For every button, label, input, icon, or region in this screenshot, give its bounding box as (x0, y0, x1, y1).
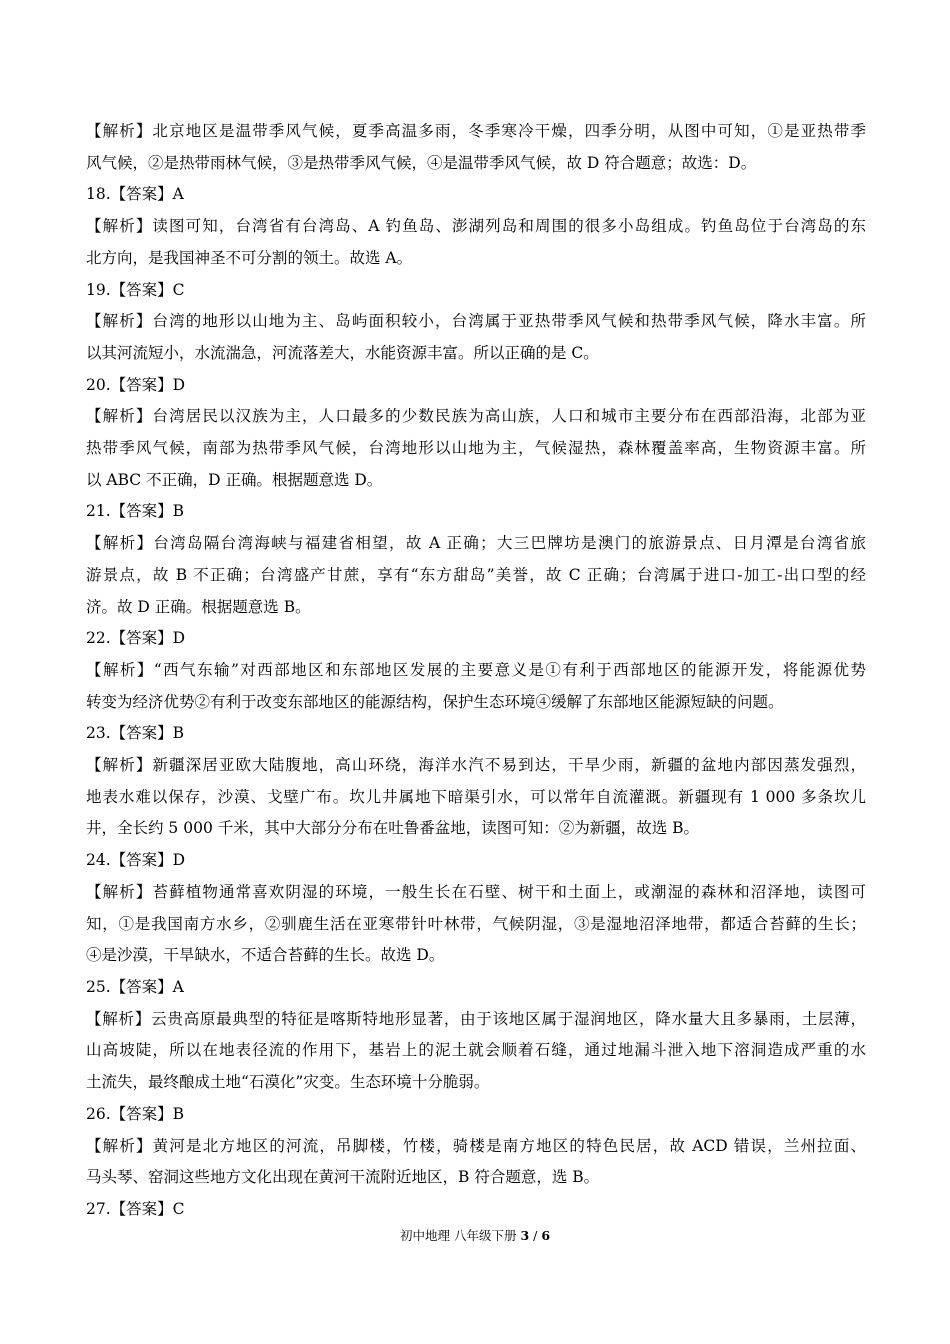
text-line: 井，全长约 5 000 千米，其中大部分分布在吐鲁番盆地，读图可知：②为新疆，故选 B。 (86, 819, 700, 838)
footer-separator: / (529, 1228, 542, 1243)
text-line: 26.【答案】B (86, 1104, 185, 1123)
text-line: 以其河流短小，水流湍急，河流落差大，水能资源丰富。所以正确的是 C。 (86, 343, 599, 362)
text-line: 马头琴、窑洞这些地方文化出现在黄河干流附近地区，B 符合题意，选 B。 (86, 1168, 600, 1187)
text-line: 热带季风气候，南部为热带季风气候，台湾地形以山地为主，气候湿热，森林覆盖率高，生物资源丰富。所 (86, 439, 866, 458)
footer-page-number: 3 (520, 1228, 530, 1243)
footer-subject: 初中地理 八年级下册 (399, 1228, 521, 1243)
text-line: 19.【答案】C (86, 280, 185, 299)
text-line: 【解析】新疆深居亚欧大陆腹地，高山环绕，海洋水汽不易到达，干旱少雨，新疆的盆地内部因蒸发强烈， (86, 756, 866, 775)
text-line: 【解析】读图可知，台湾省有台湾岛、A 钓鱼岛、澎湖列岛和周围的很多小岛组成。钓鱼岛位于台湾岛的东 (86, 217, 866, 236)
page-footer (0, 1226, 950, 1244)
text-line: 【解析】云贵高原最典型的特征是喀斯特地形显著，由于该地区属于湿润地区，降水量大且多暴雨，土层薄， (86, 1009, 866, 1028)
text-line: 【解析】黄河是北方地区的河流，吊脚楼，竹楼，骑楼是南方地区的特色民居，故 ACD 错误，兰州拉面、 (86, 1136, 866, 1155)
text-line: 风气候，②是热带雨林气候，③是热带季风气候，④是温带季风气候，故 D 符合题意；故选：D。 (86, 153, 757, 172)
text-line: 25.【答案】A (86, 977, 184, 996)
text-line: 20.【答案】D (86, 375, 186, 394)
answer-explanations (86, 116, 866, 1226)
text-line: 济。故 D 正确。根据题意选 B。 (86, 597, 311, 616)
text-line: 以 ABC 不正确，D 正确。根据题意选 D。 (86, 470, 383, 489)
text-line: 21.【答案】B (86, 502, 185, 521)
text-line: 【解析】“西气东输”对西部地区和东部地区发展的主要意义是①有利于西部地区的能源开发，将能源优势 (86, 660, 866, 679)
text-line: 【解析】台湾岛隔台湾海峡与福建省相望，故 A 正确；大三巴牌坊是澳门的旅游景点、日月潭是台湾省旅 (86, 534, 866, 553)
text-line: 24.【答案】D (86, 851, 186, 870)
text-line: 转变为经济优势②有利于改变东部地区的能源结构，保护生态环境④缓解了东部地区能源短缺的问题。 (86, 692, 784, 711)
text-line: ④是沙漠，干旱缺水，不适合苔藓的生长。故选 D。 (86, 946, 445, 965)
text-line: 【解析】台湾的地形以山地为主、岛屿面积较小，台湾属于亚热带季风气候和热带季风气候，降水丰富。所 (86, 312, 866, 331)
text-line: 27.【答案】C (86, 1199, 185, 1218)
text-line: 北方向，是我国神圣不可分割的领土。故选 A。 (86, 248, 413, 267)
text-line: 22.【答案】D (86, 629, 186, 648)
text-line: 土流失，最终酿成土地“石漠化”灾变。生态环境十分脆弱。 (86, 1073, 490, 1092)
text-line: 【解析】北京地区是温带季风气候，夏季高温多雨，冬季寒冷干燥，四季分明，从图中可知，①是亚热带季 (86, 122, 866, 140)
text-line: 23.【答案】B (86, 724, 185, 743)
text-line: 知，①是我国南方水乡，②驯鹿生活在亚寒带针叶林带，气候阴湿，③是湿地沼泽地带，都适合苔藓的生长； (86, 914, 866, 933)
text-line: 地表水难以保存，沙漠、戈壁广布。坎儿井属地下暗渠引水，可以常年自流灌溉。新疆现有 1 000 多条坎儿 (86, 787, 866, 806)
text-line: 【解析】苔藓植物通常喜欢阴湿的环境，一般生长在石壁、树干和土面上，或潮湿的森林和沼泽地，读图可 (86, 882, 866, 901)
footer-page-total: 6 (541, 1228, 551, 1243)
text-line: 游景点，故 B 不正确；台湾盛产甘蔗，享有“东方甜岛”美誉，故 C 正确；台湾属于进口-加工-出口型的经 (86, 565, 866, 584)
text-line: 【解析】台湾居民以汉族为主，人口最多的少数民族为高山族，人口和城市主要分布在西部沿海，北部为亚 (86, 407, 866, 426)
text-line: 山高坡陡，所以在地表径流的作用下，基岩上的泥土就会顺着石缝，通过地漏斗泄入地下溶洞造成严重的水 (86, 1041, 866, 1060)
text-line: 18.【答案】A (86, 185, 184, 204)
